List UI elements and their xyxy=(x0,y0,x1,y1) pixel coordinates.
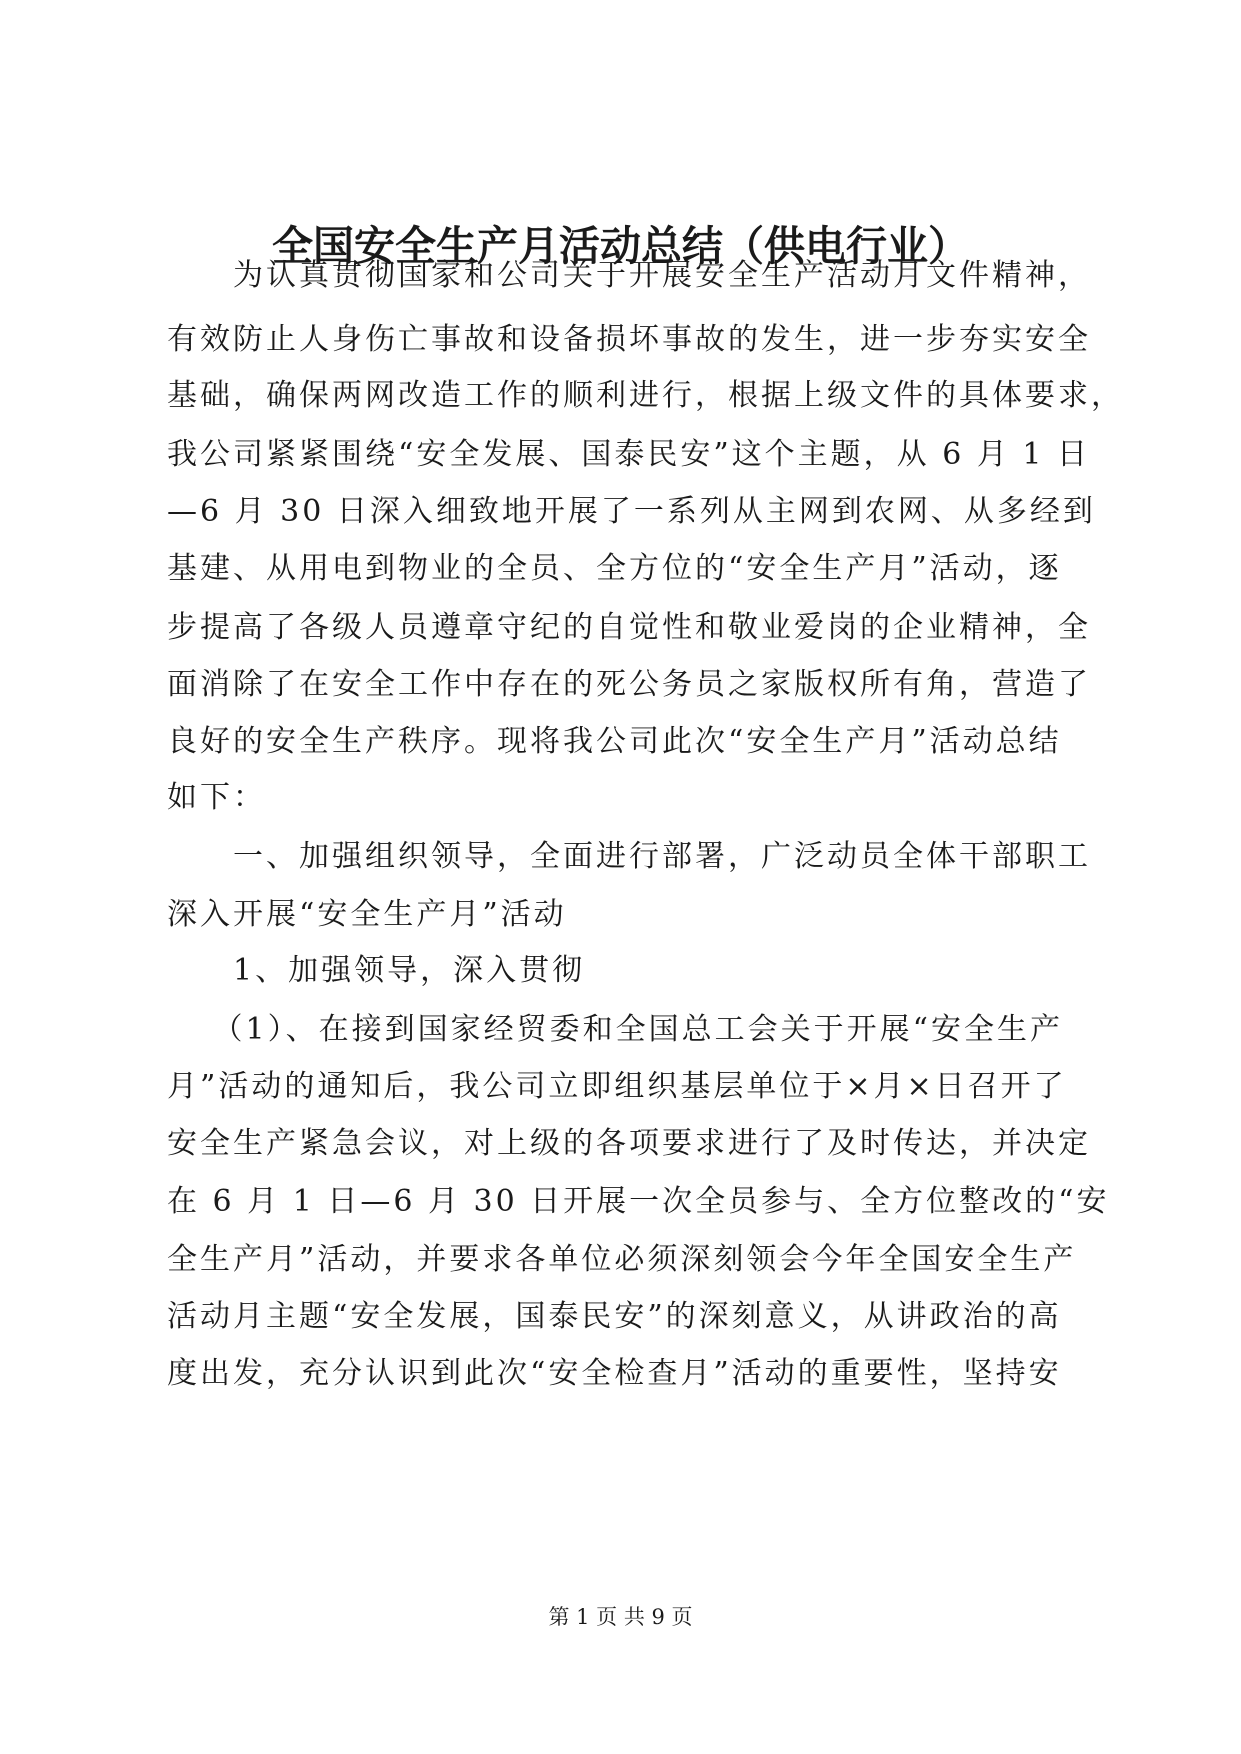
body-line: 良好的安全生产秩序。现将我公司此次“安全生产月”活动总结 xyxy=(167,724,1062,759)
body-line: 为认真贯彻国家和公司关于开展安全生产活动月文件精神， xyxy=(167,258,1091,293)
body-line: 如下： xyxy=(167,780,266,815)
subsection-heading: 1、加强领导，深入贯彻 xyxy=(167,953,586,988)
body-line: 月”活动的通知后，我公司立即组织基层单位于×月×日召开了 xyxy=(167,1069,1067,1104)
section-heading: 深入开展“安全生产月”活动 xyxy=(167,897,567,932)
body-line: 步提高了各级人员遵章守纪的自觉性和敬业爱岗的企业精神，全 xyxy=(167,610,1091,645)
body-line: 有效防止人身伤亡事故和设备损坏事故的发生，进一步夯实安全 xyxy=(167,322,1091,357)
body-line: 安全生产紧急会议，对上级的各项要求进行了及时传达，并决定 xyxy=(167,1126,1091,1161)
body-line: 我公司紧紧围绕“安全发展、国泰民安”这个主题，从 6 月 1 日 xyxy=(167,437,1090,472)
body-line: 基建、从用电到物业的全员、全方位的“安全生产月”活动，逐 xyxy=(167,551,1062,586)
body-line: 面消除了在安全工作中存在的死公务员之家版权所有角，营造了 xyxy=(167,667,1091,702)
page-number-footer: 第 1 页 共 9 页 xyxy=(548,1605,693,1629)
body-line: （1）、在接到国家经贸委和全国总工会关于开展“安全生产 xyxy=(167,1012,1063,1047)
body-line: 基础，确保两网改造工作的顺利进行，根据上级文件的具体要求， xyxy=(167,378,1124,413)
section-heading: 一、加强组织领导，全面进行部署，广泛动员全体干部职工 xyxy=(167,839,1091,874)
body-line: 在 6 月 1 日—6 月 30 日开展一次全员参与、全方位整改的“安 xyxy=(167,1184,1110,1219)
body-line: 度出发，充分认识到此次“安全检查月”活动的重要性，坚持安 xyxy=(167,1356,1062,1391)
body-line: —6 月 30 日深入细致地开展了一系列从主网到农网、从多经到 xyxy=(167,494,1096,529)
body-line: 活动月主题“安全发展，国泰民安”的深刻意义，从讲政治的高 xyxy=(167,1299,1062,1334)
document-title: 全国安全生产月活动总结（供电行业） xyxy=(272,222,969,270)
body-line: 全生产月”活动，并要求各单位必须深刻领会今年全国安全生产 xyxy=(167,1242,1077,1277)
